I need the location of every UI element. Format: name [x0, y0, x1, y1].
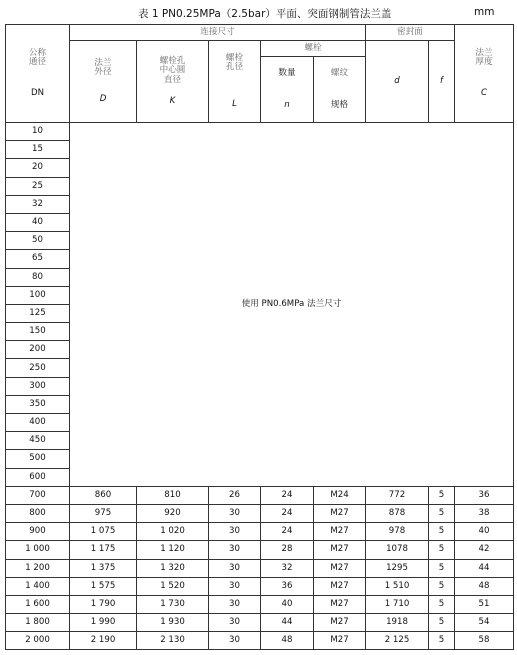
table-cell: 800 [6, 504, 70, 522]
table-cell: 860 [70, 486, 137, 504]
bolt-circle-header [137, 41, 209, 123]
table-cell: 2 190 [70, 632, 137, 650]
connection-header: 连接尺寸 [70, 25, 366, 41]
table-cell: 700 [6, 486, 70, 504]
table-cell: M27 [314, 577, 366, 595]
table-row [6, 504, 514, 522]
table-cell: 38 [455, 504, 514, 522]
l-symbol: L [232, 99, 237, 109]
table-cell: 1 175 [70, 541, 137, 559]
table-cell: 5 [429, 559, 455, 577]
dn-cell: 250 [6, 359, 70, 377]
dn-cell: 32 [6, 195, 70, 213]
table-cell: 42 [455, 541, 514, 559]
dn-cell: 600 [6, 468, 70, 486]
table-cell: 1 020 [137, 523, 209, 541]
seal-f-symbol: f [429, 41, 455, 123]
table-cell: 975 [70, 504, 137, 522]
dn-cell: 125 [6, 304, 70, 322]
table-cell: 2 130 [137, 632, 209, 650]
table-cell: 1 710 [366, 595, 429, 613]
table-cell: 44 [455, 559, 514, 577]
table-cell: 1 990 [70, 614, 137, 632]
k-symbol: K [169, 95, 176, 106]
table-cell: 5 [429, 614, 455, 632]
dn-symbol: DN [30, 88, 45, 98]
table-cell: 1 790 [70, 595, 137, 613]
table-cell: 1 510 [366, 577, 429, 595]
table-cell: 30 [209, 632, 261, 650]
table-cell: 30 [209, 504, 261, 522]
table-row [6, 577, 514, 595]
table-cell: 40 [261, 595, 314, 613]
count-header [261, 57, 314, 123]
table-cell: 878 [366, 504, 429, 522]
spec-label: 规格 [330, 99, 349, 110]
sealing-header: 密封面 [366, 25, 455, 41]
nominal-header [6, 25, 70, 123]
thickness-header [455, 25, 514, 123]
table-cell: 1 930 [137, 614, 209, 632]
dn-cell: 20 [6, 159, 70, 177]
bolt-circle-label-1: 螺栓孔 [159, 56, 186, 67]
table-cell: 24 [261, 523, 314, 541]
table-cell: 24 [261, 486, 314, 504]
table-cell: 1295 [366, 559, 429, 577]
dn-cell: 500 [6, 450, 70, 468]
table-cell: 1 800 [6, 614, 70, 632]
table-cell: 1 575 [70, 577, 137, 595]
table-cell: 2 000 [6, 632, 70, 650]
dn-cell: 200 [6, 341, 70, 359]
table-cell: 30 [209, 523, 261, 541]
table-cell: 5 [429, 504, 455, 522]
table-cell: 900 [6, 523, 70, 541]
table-cell: 1918 [366, 614, 429, 632]
dn-cell: 350 [6, 395, 70, 413]
table-cell: 2 125 [366, 632, 429, 650]
table-cell: 1 400 [6, 577, 70, 595]
table-row [6, 541, 514, 559]
table-cell: 54 [455, 614, 514, 632]
nominal-label-1: 公称 [28, 47, 47, 58]
dn-cell: 40 [6, 213, 70, 231]
table-cell: 58 [455, 632, 514, 650]
table-cell: 30 [209, 595, 261, 613]
table-cell: M27 [314, 632, 366, 650]
table-cell: 5 [429, 486, 455, 504]
bolt-hole-label-2: 孔径 [225, 61, 244, 72]
thickness-label-2: 厚度 [475, 56, 493, 67]
table-cell: 810 [137, 486, 209, 504]
flange-od-label-1: 法兰 [94, 57, 112, 68]
table-cell: M24 [314, 486, 366, 504]
table-cell: 5 [429, 523, 455, 541]
table-cell: 5 [429, 541, 455, 559]
unit-label: mm [474, 6, 495, 18]
table-cell: 1 000 [6, 541, 70, 559]
table-cell: 978 [366, 523, 429, 541]
table-cell: 1078 [366, 541, 429, 559]
dn-cell: 450 [6, 432, 70, 450]
flange-table [5, 24, 514, 650]
count-label: 数量 [278, 68, 296, 79]
table-cell: 24 [261, 504, 314, 522]
table-row [6, 614, 514, 632]
table-row [6, 523, 514, 541]
dn-cell: 15 [6, 141, 70, 159]
table-cell: 30 [209, 559, 261, 577]
table-cell: M27 [314, 541, 366, 559]
table-cell: M27 [314, 595, 366, 613]
dn-cell: 10 [6, 123, 70, 141]
table-row [6, 559, 514, 577]
table-cell: 36 [261, 577, 314, 595]
table-cell: 1 200 [6, 559, 70, 577]
dn-cell: 300 [6, 377, 70, 395]
d-upper-symbol: D [99, 94, 107, 104]
table-row [6, 486, 514, 504]
table-cell: 1 600 [6, 595, 70, 613]
dn-cell: 65 [6, 250, 70, 268]
dn-cell: 150 [6, 323, 70, 341]
table-cell: 30 [209, 614, 261, 632]
thread-header [314, 57, 366, 123]
seal-d-symbol: d [366, 41, 429, 123]
table-cell: 5 [429, 577, 455, 595]
bolts-header: 螺栓 [261, 41, 366, 57]
bolt-circle-label-2: 中心圆 [159, 65, 186, 76]
merged-note: 使用 PN0.6MPa 法兰尺寸 [70, 123, 514, 487]
table-cell: 1 520 [137, 577, 209, 595]
table-cell: 48 [455, 577, 514, 595]
dn-cell: 400 [6, 414, 70, 432]
nominal-label-2: 通径 [28, 56, 47, 67]
table-cell: 772 [366, 486, 429, 504]
table-row [6, 632, 514, 650]
thread-label: 螺纹 [330, 68, 349, 79]
c-symbol: C [481, 88, 488, 98]
table-title: 表 1 PN0.25MPa（2.5bar）平面、突面钢制管法兰盖 [138, 8, 392, 20]
bolt-hole-label-1: 螺栓 [225, 52, 244, 63]
table-cell: 30 [209, 577, 261, 595]
table-cell: 920 [137, 504, 209, 522]
table-cell: 1 120 [137, 541, 209, 559]
table-row [6, 595, 514, 613]
table-cell: 51 [455, 595, 514, 613]
dn-cell: 25 [6, 177, 70, 195]
dn-cell: 50 [6, 232, 70, 250]
table-cell: M27 [314, 504, 366, 522]
thickness-label-1: 法兰 [475, 47, 493, 58]
dn-cell: 100 [6, 286, 70, 304]
table-cell: M27 [314, 559, 366, 577]
table-cell: M27 [314, 614, 366, 632]
bolt-circle-label-3: 直径 [163, 74, 182, 85]
table-caption [0, 6, 517, 22]
table-cell: 26 [209, 486, 261, 504]
table-cell: 36 [455, 486, 514, 504]
n-symbol: n [284, 99, 290, 110]
table-cell: 1 320 [137, 559, 209, 577]
table-cell: 28 [261, 541, 314, 559]
table-cell: 30 [209, 541, 261, 559]
table-cell: 1 075 [70, 523, 137, 541]
bolt-hole-header [209, 41, 261, 123]
table-cell: 32 [261, 559, 314, 577]
table-cell: 1 375 [70, 559, 137, 577]
table-cell: 48 [261, 632, 314, 650]
table-cell: 5 [429, 632, 455, 650]
table-cell: 40 [455, 523, 514, 541]
dn-cell: 80 [6, 268, 70, 286]
table-row [6, 123, 514, 141]
flange-od-header [70, 41, 137, 123]
flange-od-label-2: 外径 [94, 66, 112, 77]
table-cell: 1 730 [137, 595, 209, 613]
table-cell: M27 [314, 523, 366, 541]
table-cell: 5 [429, 595, 455, 613]
table-cell: 44 [261, 614, 314, 632]
